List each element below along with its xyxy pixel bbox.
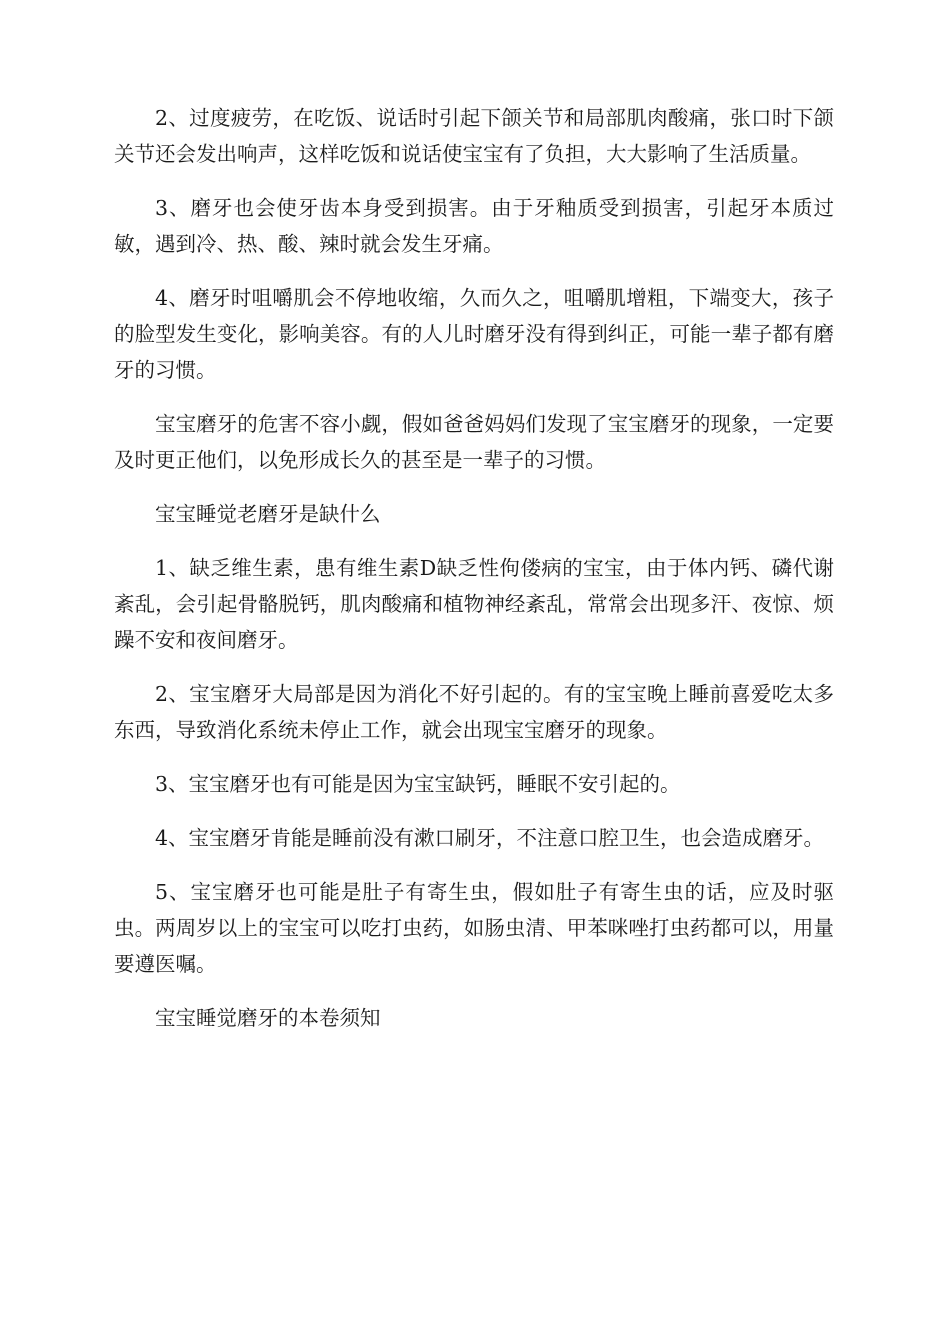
- paragraph-oral-hygiene: 4、宝宝磨牙肯能是睡前没有漱口刷牙，不注意口腔卫生，也会造成磨牙。: [155, 826, 825, 850]
- paragraph-parasites: 5、宝宝磨牙也可能是肚子有寄生虫，假如肚子有寄生虫的话，应及时驱虫。两周岁以上的宝宝可以吃打虫药，如肠虫清、甲苯咪唑打虫药都可以，用量要遵医嘱。: [114, 880, 834, 976]
- section-heading-notes: 宝宝睡觉磨牙的本卷须知: [155, 1006, 381, 1030]
- paragraph-digestion: 2、宝宝磨牙大局部是因为消化不好引起的。有的宝宝晚上睡前喜爱吃太多东西，导致消化系统未停止工作，就会出现宝宝磨牙的现象。: [114, 682, 834, 742]
- document-body: [114, 100, 834, 1054]
- paragraph-calcium: 3、宝宝磨牙也有可能是因为宝宝缺钙，睡眠不安引起的。: [155, 772, 681, 796]
- paragraph-tooth-damage: 3、磨牙也会使牙齿本身受到损害。由于牙釉质受到损害，引起牙本质过敏，遇到冷、热、酸、辣时就会发生牙痛。: [114, 196, 834, 256]
- section-heading-causes: 宝宝睡觉老磨牙是缺什么: [155, 502, 381, 526]
- paragraph-vitamin: 1、缺乏维生素，患有维生素D缺乏性佝偻病的宝宝，由于体内钙、磷代谢紊乱，会引起骨骼脱钙，肌肉酸痛和植物神经紊乱，常常会出现多汗、夜惊、烦躁不安和夜间磨牙。: [114, 556, 834, 652]
- paragraph-face-shape: 4、磨牙时咀嚼肌会不停地收缩，久而久之，咀嚼肌增粗，下端变大，孩子的脸型发生变化，影响美容。有的人儿时磨牙没有得到纠正，可能一辈子都有磨牙的习惯。: [114, 286, 834, 382]
- paragraph-fatigue: 2、过度疲劳，在吃饭、说话时引起下颌关节和局部肌肉酸痛，张口时下颌关节还会发出响声，这样吃饭和说话使宝宝有了负担，大大影响了生活质量。: [114, 106, 834, 166]
- paragraph-harm-summary: 宝宝磨牙的危害不容小觑，假如爸爸妈妈们发现了宝宝磨牙的现象，一定要及时更正他们，以免形成长久的甚至是一辈子的习惯。: [114, 412, 834, 472]
